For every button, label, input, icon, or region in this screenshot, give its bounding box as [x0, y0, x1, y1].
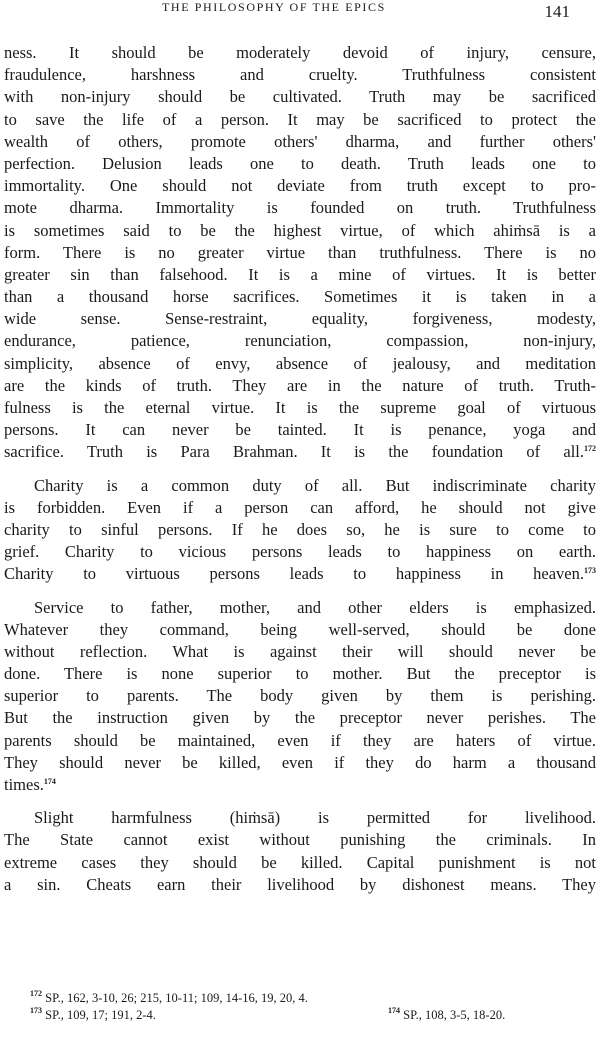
text-line: immortality. One should not deviate from truth except to pro- [4, 176, 596, 196]
text-line: persons. It can never be tainted. It is penance, yoga and [4, 420, 596, 440]
text-line: greater sin than falsehood. It is a mine of virtues. It is better [4, 264, 596, 284]
text-line: Charity to virtuous persons leads to happiness in heaven.$^{173}$ [4, 564, 596, 584]
text-line: ness. It should be moderately devoid of injury, censure, [4, 43, 596, 62]
footnote-row [30, 1007, 590, 1024]
text-line: times.$^{174}$ [4, 775, 56, 794]
text-line: than a thousand horse sacrifices. Sometimes it is taken in a [4, 287, 596, 307]
footnote [30, 990, 590, 1007]
footnote-ref: 172 [584, 444, 596, 454]
text-line: Charity is a common duty of all. But indiscriminate charity [34, 475, 596, 495]
text-line: wealth of others, promote others' dharma, and further others' [4, 131, 596, 151]
text-line: fulness is the eternal virtue. It is the supreme goal of virtuous [4, 398, 596, 417]
footnote-marker: 172 [30, 989, 42, 998]
text-line: They should never be killed, even if they do harm a thousand [4, 752, 596, 772]
text-line: simplicity, absence of envy, absence of jealousy, and meditation [4, 353, 596, 373]
paragraph [4, 475, 596, 586]
text-line: a sin. Cheats earn their livelihood by dishonest means. They [4, 874, 596, 894]
footnote-ref: 173 [584, 566, 596, 576]
paragraph [4, 597, 596, 797]
text-line: extreme cases they should be killed. Capital punishment is not [4, 852, 596, 872]
paragraph-gap [4, 796, 596, 807]
footnote [30, 1008, 156, 1022]
text-line: parents should be maintained, even if they are haters of virtue. [4, 730, 596, 750]
footnote-marker: 174 [388, 1006, 400, 1015]
body-text [4, 42, 596, 896]
footnote-text: SP., 162, 3-10, 26; 215, 10-11; 109, 14-16, 19, 20, 4. [45, 991, 308, 1005]
text-line: superior to parents. The body given by them is perishing. [4, 686, 596, 706]
text-line: endurance, patience, renunciation, compassion, non-injury, [4, 331, 596, 351]
text-line: wide sense. Sense-restraint, equality, forgiveness, modesty, [4, 309, 596, 329]
text-line: form. There is no greater virtue than truthfulness. There is no [4, 242, 596, 262]
footnote [388, 1007, 505, 1024]
text-line: is sometimes said to be the highest virtue, of which ahiṁsā is a [4, 220, 596, 240]
paragraph-gap [4, 464, 596, 475]
paragraph [4, 42, 596, 464]
text-line: The State cannot exist without punishing the criminals. In [4, 830, 596, 850]
text-line: with non-injury should be cultivated. Truth may be sacrificed [4, 87, 596, 107]
text-line: mote dharma. Immortality is founded on truth. Truthfulness [4, 198, 596, 218]
footnotes [30, 990, 590, 1024]
text-line: But the instruction given by the preceptor never perishes. The [4, 708, 596, 728]
text-line: grief. Charity to vicious persons leads to happiness on earth. [4, 542, 596, 562]
footnote-marker: 173 [30, 1006, 42, 1015]
text-line: charity to sinful persons. If he does so, he is sure to come to [4, 519, 596, 539]
paragraph-gap [4, 586, 596, 597]
text-line: are the kinds of truth. They are in the nature of truth. Truth- [4, 375, 596, 395]
text-line: Service to father, mother, and other elders is emphasized. [34, 597, 596, 617]
text-line: without reflection. What is against their will should never be [4, 641, 596, 661]
footnote-ref: 174 [43, 777, 56, 786]
text-line: perfection. Delusion leads one to death. Truth leads one to [4, 153, 596, 173]
text-line: sacrifice. Truth is Para Brahman. It is the foundation of all.$^{172}$ [4, 442, 596, 462]
paragraph [4, 807, 596, 896]
text-line: fraudulence, harshness and cruelty. Truthfulness consistent [4, 65, 596, 85]
footnote-text: SP., 108, 3-5, 18-20. [403, 1008, 506, 1022]
text-line: to save the life of a person. It may be sacrificed to protect the [4, 109, 596, 129]
text-line: Slight harmfulness (hiṁsā) is permitted for livelihood. [34, 808, 596, 828]
text-line: done. There is none superior to mother. But the preceptor is [4, 664, 596, 684]
running-head [0, 0, 600, 30]
page-number: 141 [544, 2, 570, 21]
running-title: THE PHILOSOPHY OF THE EPICS [162, 0, 386, 14]
text-line: is forbidden. Even if a person can afford, he should not give [4, 497, 596, 517]
text-line: Whatever they command, being well-served, should be done [4, 619, 596, 639]
footnote-text: SP., 109, 17; 191, 2-4. [45, 1008, 156, 1022]
